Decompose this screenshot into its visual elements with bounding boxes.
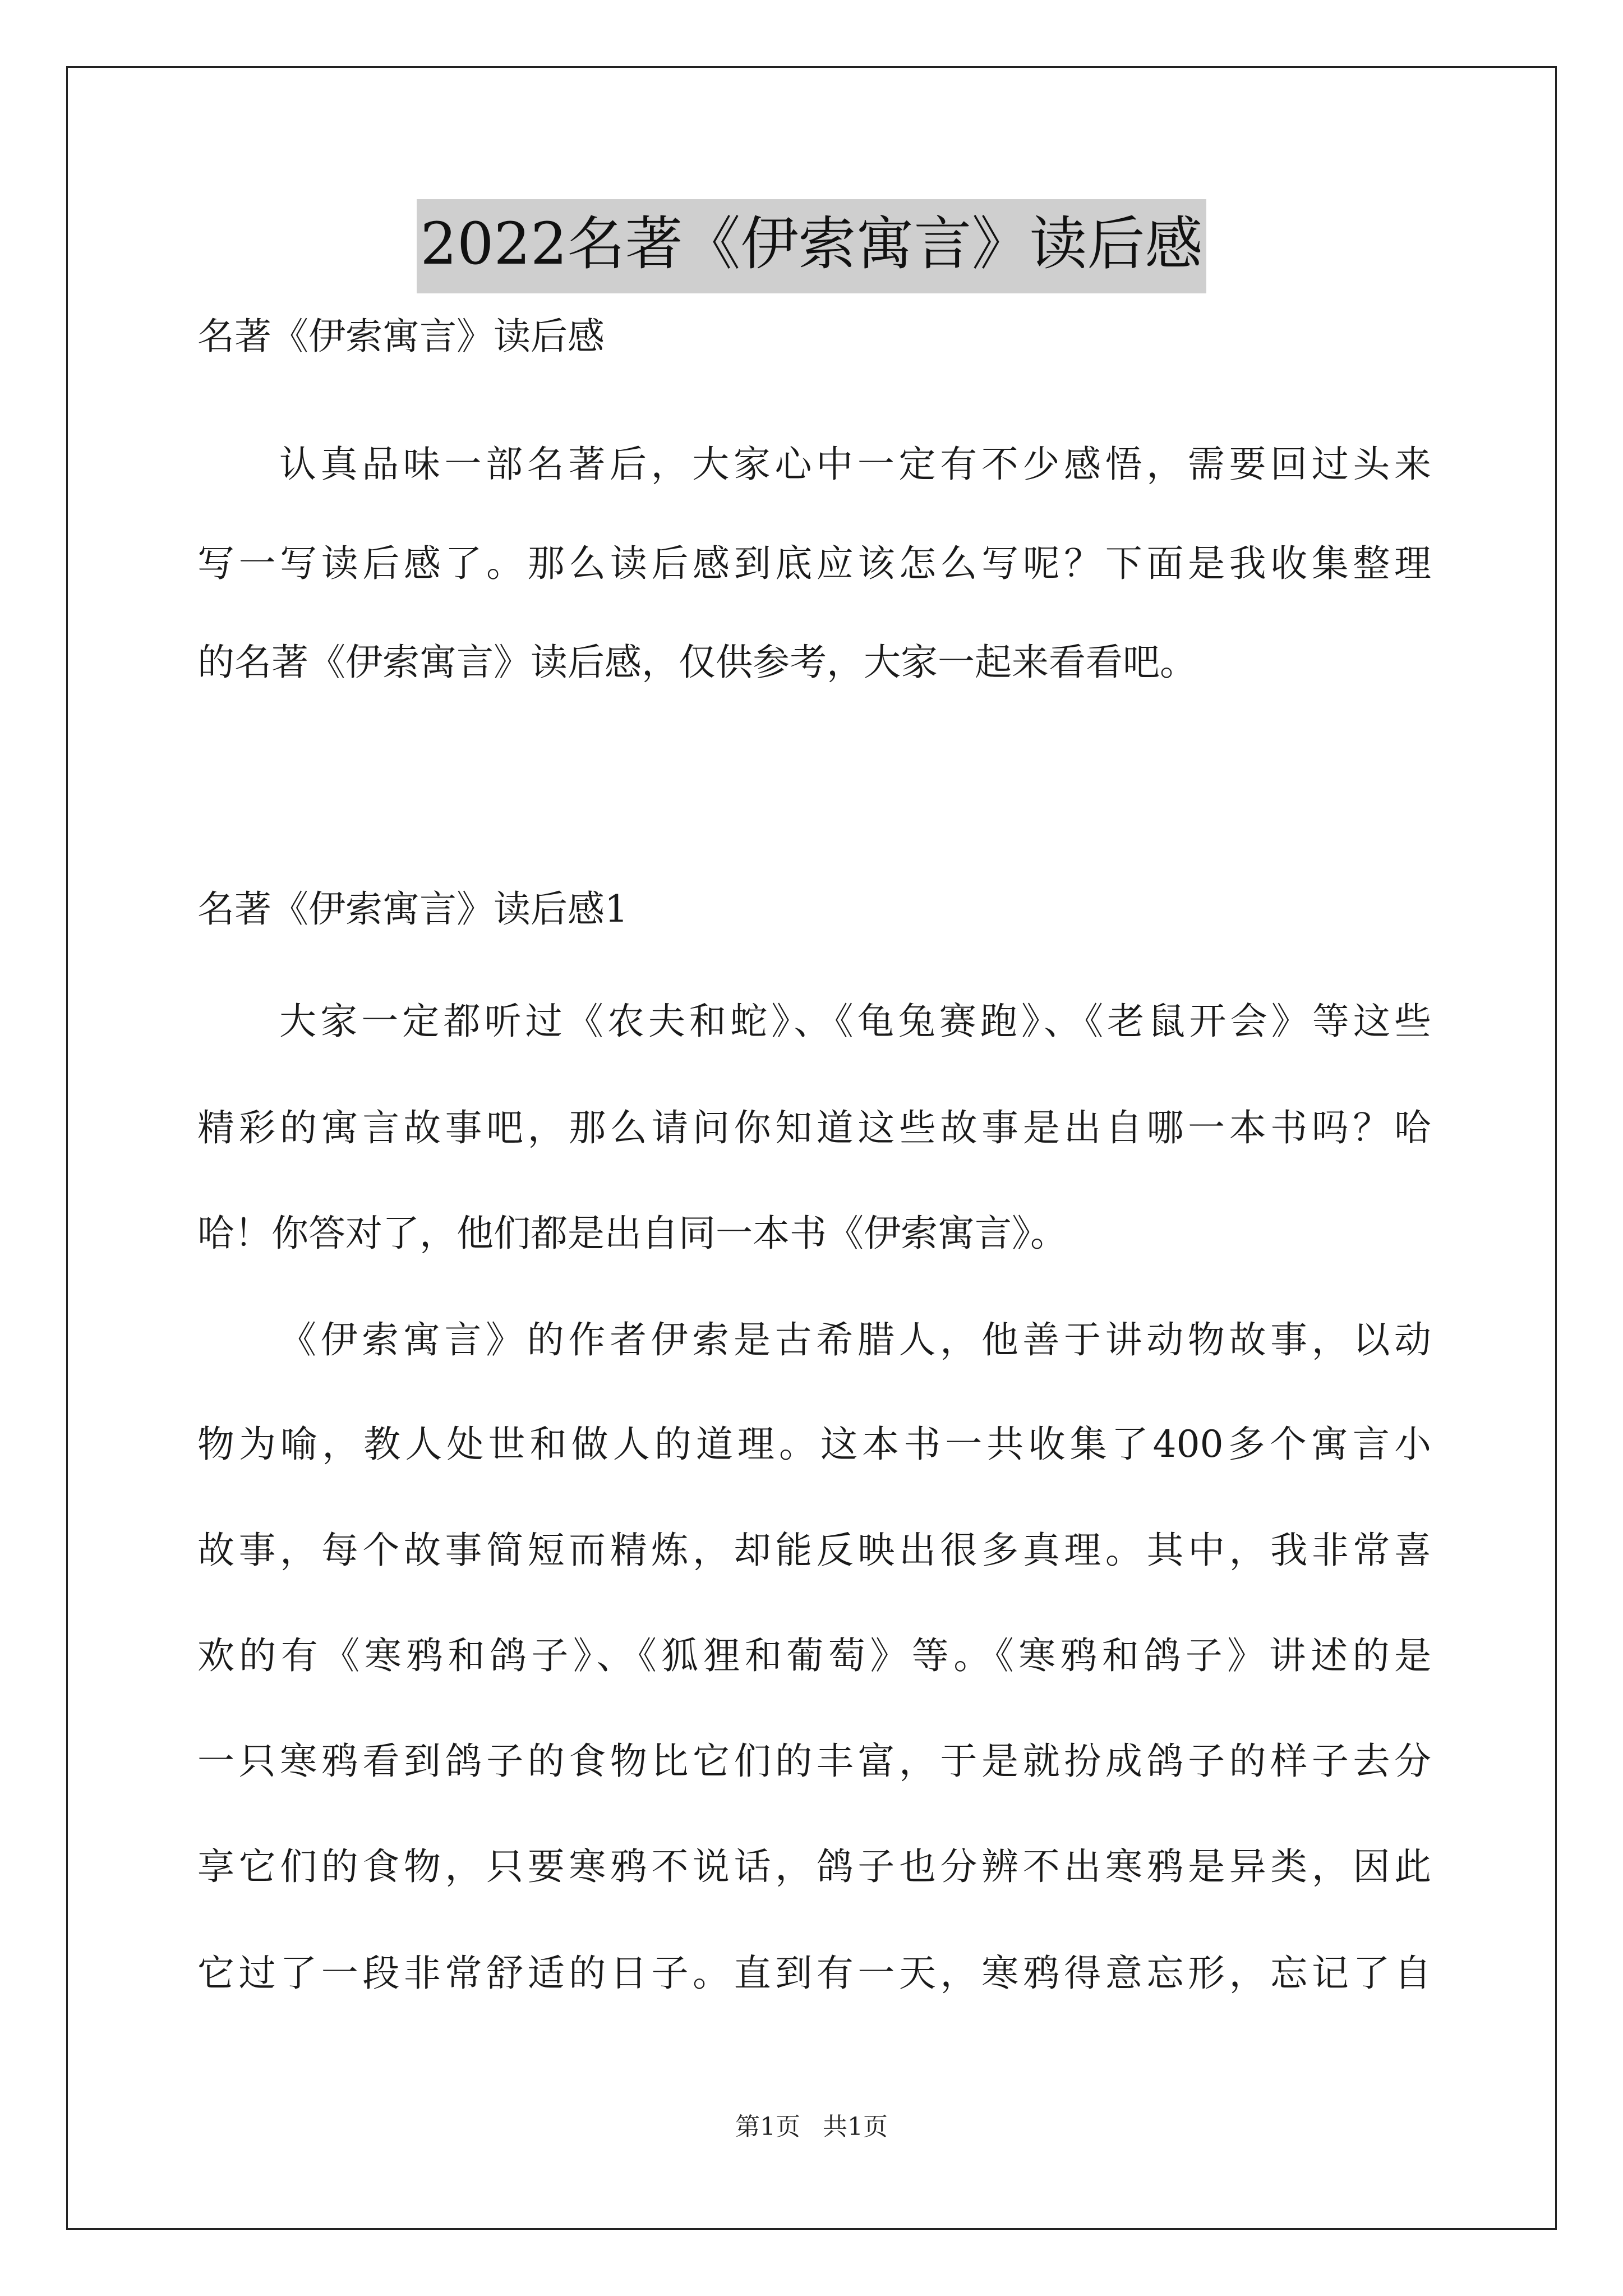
paragraph-line: 《伊索寓言》的作者伊索是古希腊人，他善于讲动物故事，以动 xyxy=(279,1318,1431,1361)
paragraph-line: 享它们的食物，只要寒鸦不说话，鸽子也分辨不出寒鸦是异类，因此 xyxy=(197,1845,1431,1888)
paragraph-line: 写一写读后感了。那么读后感到底应该怎么写呢？下面是我收集整理 xyxy=(197,542,1431,585)
paragraph-line: 认真品味一部名著后，大家心中一定有不少感悟，需要回过头来 xyxy=(279,443,1431,486)
subtitle-line: 名著《伊索寓言》读后感 xyxy=(197,315,605,358)
page-number: 第1页 xyxy=(735,2113,800,2141)
paragraph-line: 欢的有《寒鸦和鸽子》、《狐狸和葡萄》等。《寒鸦和鸽子》讲述的是 xyxy=(197,1634,1431,1677)
paragraph-line: 大家一定都听过《农夫和蛇》、《龟兔赛跑》、《老鼠开会》等这些 xyxy=(279,1000,1431,1043)
paragraph-line: 它过了一段非常舒适的日子。直到有一天，寒鸦得意忘形，忘记了自 xyxy=(197,1952,1431,1995)
paragraph-line: 的名著《伊索寓言》读后感，仅供参考，大家一起来看看吧。 xyxy=(197,641,1197,684)
paragraph-line: 哈！你答对了，他们都是出自同一本书《伊索寓言》。 xyxy=(197,1212,1067,1255)
section-heading: 名著《伊索寓言》读后感1 xyxy=(197,887,628,931)
paragraph-line: 一只寒鸦看到鸽子的食物比它们的丰富，于是就扮成鸽子的样子去分 xyxy=(197,1740,1431,1783)
paragraph-line: 故事，每个故事简短而精炼，却能反映出很多真理。其中，我非常喜 xyxy=(197,1529,1431,1572)
paragraph-line: 精彩的寓言故事吧，那么请问你知道这些故事是出自哪一本书吗？哈 xyxy=(197,1106,1431,1149)
page-total: 共1页 xyxy=(823,2113,888,2141)
document-title: 2022名著《伊索寓言》读后感 xyxy=(417,199,1206,293)
page-footer xyxy=(0,2110,1623,2144)
paragraph-line: 物为喻，教人处世和做人的道理。这本书一共收集了400多个寓言小 xyxy=(197,1423,1431,1466)
title-wrap xyxy=(0,199,1623,293)
